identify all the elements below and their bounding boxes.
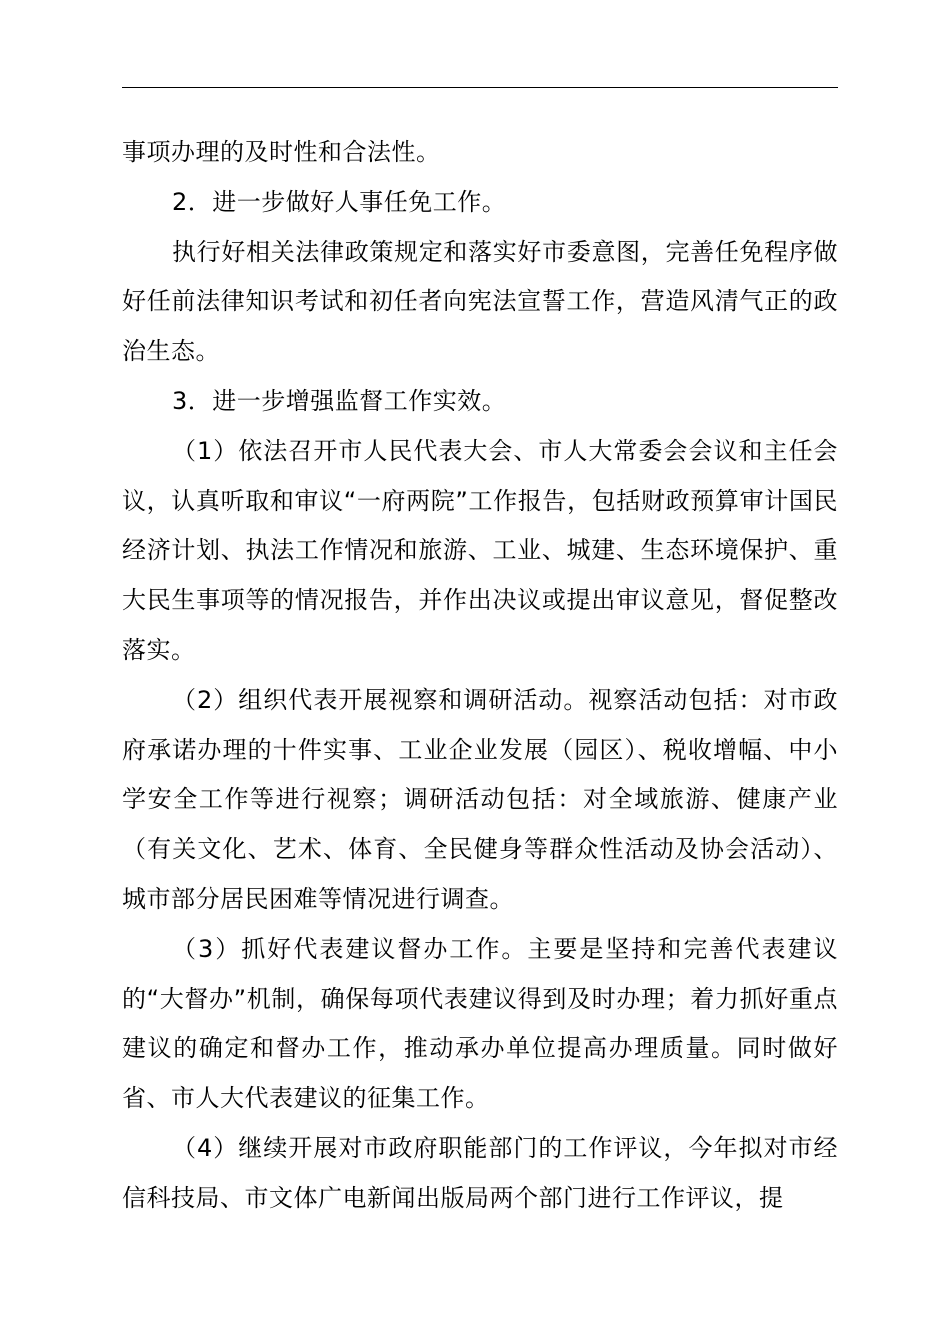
paragraph-sub-4: （4）继续开展对市政府职能部门的工作评议，今年拟对市经信科技局、市文体广电新闻出版局两个部门进行工作评议，提	[122, 1133, 838, 1212]
heading-item-2: 2．进一步做好人事任免工作。	[172, 187, 507, 216]
paragraph-continuation: 事项办理的及时性和合法性。	[122, 138, 441, 166]
paragraph-sub-3: （3）抓好代表建议督办工作。主要是坚持和完善代表建议的“大督办”机制，确保每项代表建议得到及时办理；着力抓好重点建议的确定和督办工作，推动承办单位提高办理质量。同时做好省、市人大代表建议的征集工作。	[122, 934, 838, 1113]
document-body	[122, 128, 838, 1224]
heading-item-3: 3．进一步增强监督工作实效。	[172, 386, 507, 415]
paragraph-sub-2: （2）组织代表开展视察和调研活动。视察活动包括：对市政府承诺办理的十件实事、工业企业发展（园区）、税收增幅、中小学安全工作等进行视察；调研活动包括：对全域旅游、健康产业（有关文化、艺术、体育、全民健身等群众性活动及协会活动）、城市部分居民困难等情况进行调查。	[122, 685, 838, 913]
paragraph-sub-1: （1）依法召开市人民代表大会、市人大常委会会议和主任会议，认真听取和审议“一府两院”工作报告，包括财政预算审计国民经济计划、执法工作情况和旅游、工业、城建、生态环境保护、重大民生事项等的情况报告，并作出决议或提出审议意见，督促整改落实。	[122, 436, 838, 664]
paragraph-appointment: 执行好相关法律政策规定和落实好市委意图，完善任免程序做好任前法律知识考试和初任者向宪法宣誓工作，营造风清气正的政治生态。	[122, 237, 838, 366]
header-rule	[122, 87, 838, 88]
